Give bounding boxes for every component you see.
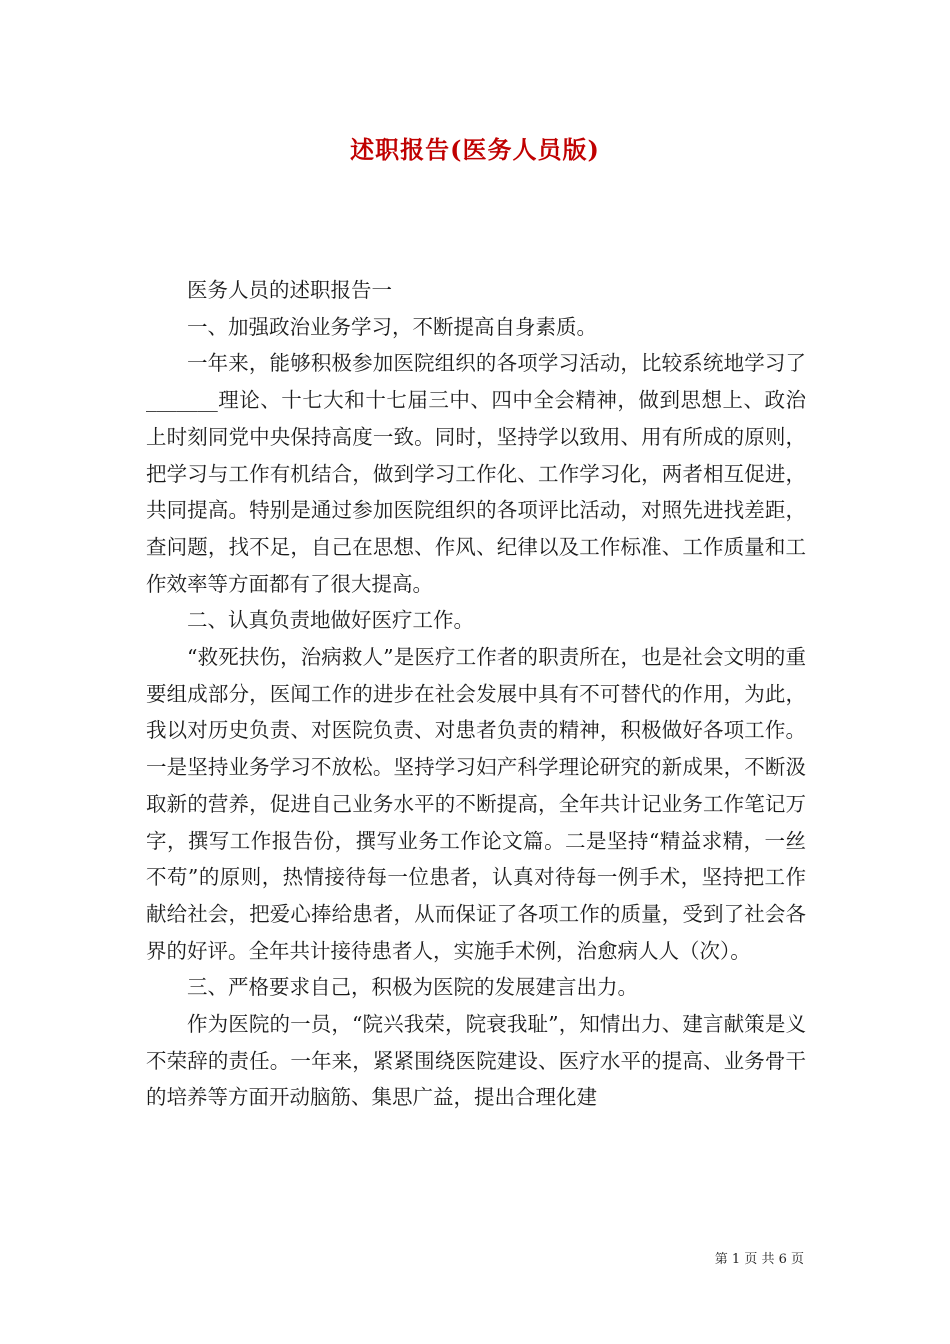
report-heading: 医务人员的述职报告一 [187, 278, 392, 302]
section-heading-2: 二、认真负责地做好医疗工作。 [187, 608, 474, 633]
page-number: 第 1 页 共 6 页 [714, 1252, 804, 1267]
section-paragraph-1: 一年来，能够积极参加医院组织的各项学习活动，比较系统地学习了_______理论、十七大和十七届三中、四中全会精神，做到思想上、政治上时刻同党中央保持高度一致。同时，坚持学以致用、用有所成的原则，把学习与工作有机结合，做到学习工作化、工作学习化，两者相互促进，共同提高。特别是通过参加医院组织的各项评比活动，对照先进找差距，查问题，找不足，自己在思想、作风、纪律以及工作标准、工作质量和工作效率等方面都有了很大提高。 [146, 351, 806, 596]
section-paragraph-2: “救死扶伤，治病救人”是医疗工作者的职责所在，也是社会文明的重要组成部分，医闻工作的进步在社会发展中具有不可替代的作用，为此，我以对历史负责、对医院负责、对患者负责的精神，积极做好各项工作。一是坚持业务学习不放松。坚持学习妇产科学理论研究的新成果，不断汲取新的营养，促进自己业务水平的不断提高，全年共计记业务工作笔记万字，撰写工作报告份，撰写业务工作论文篇。二是坚持“精益求精，一丝不苟”的原则，热情接待每一位患者，认真对待每一例手术，坚持把工作献给社会，把爱心捧给患者，从而保证了各项工作的质量，受到了社会各界的好评。全年共计接待患者人，实施手术例，治愈病人人（次）。 [146, 645, 806, 963]
document-body [146, 272, 806, 1116]
section-paragraph-3: 作为医院的一员，“院兴我荣，院衰我耻”，知情出力、建言献策是义不荣辞的责任。一年来，紧紧围绕医院建设、医疗水平的提高、业务骨干的培养等方面开动脑筋、集思广益，提出合理化建 [146, 1012, 806, 1110]
document-title: 述职报告(医务人员版) [350, 135, 600, 164]
section-heading-1: 一、加强政治业务学习，不断提高自身素质。 [187, 314, 597, 339]
section-heading-3: 三、严格要求自己，积极为医院的发展建言出力。 [187, 975, 638, 1000]
